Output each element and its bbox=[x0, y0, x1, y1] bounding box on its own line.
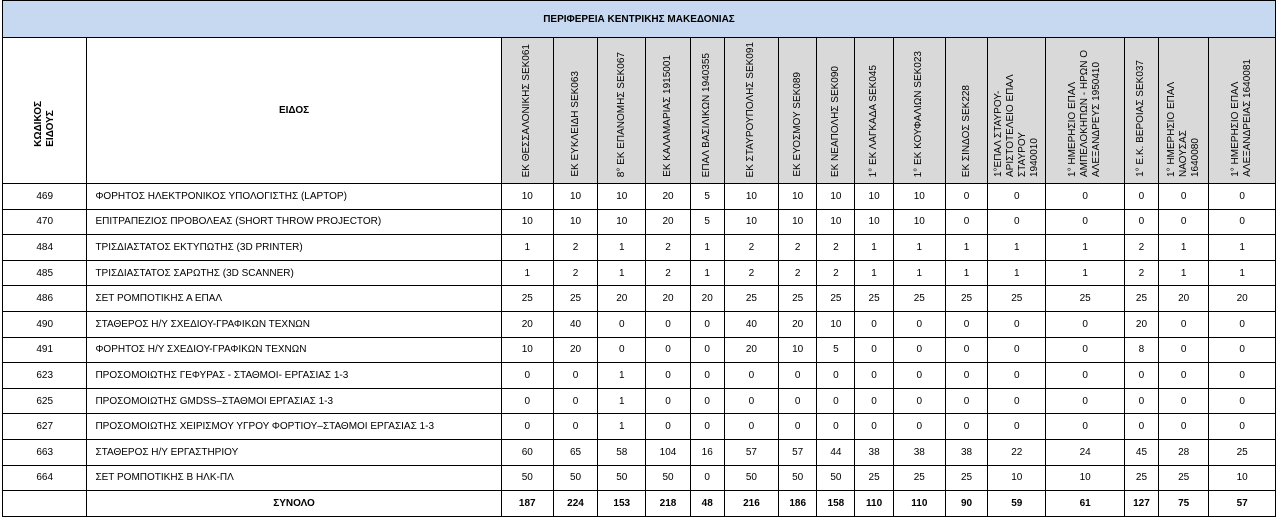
quantity-cell: 1 bbox=[598, 388, 646, 414]
quantity-cell: 0 bbox=[1209, 414, 1276, 440]
quantity-cell: 0 bbox=[1046, 414, 1124, 440]
school-column-header bbox=[1159, 38, 1209, 184]
total-cell: 90 bbox=[945, 491, 987, 517]
item-code: 485 bbox=[3, 260, 87, 286]
quantity-cell: 0 bbox=[1209, 363, 1276, 389]
quantity-cell: 25 bbox=[1046, 286, 1124, 312]
table-row bbox=[3, 439, 1276, 465]
quantity-cell: 10 bbox=[817, 311, 855, 337]
quantity-cell: 0 bbox=[855, 388, 893, 414]
table-row bbox=[3, 388, 1276, 414]
quantity-cell: 10 bbox=[893, 184, 945, 210]
quantity-cell: 1 bbox=[988, 235, 1046, 261]
quantity-cell: 0 bbox=[893, 363, 945, 389]
total-cell: 186 bbox=[779, 491, 817, 517]
quantity-cell: 0 bbox=[855, 414, 893, 440]
quantity-cell: 0 bbox=[1046, 337, 1124, 363]
quantity-cell: 0 bbox=[988, 363, 1046, 389]
quantity-cell: 1 bbox=[1209, 260, 1276, 286]
quantity-cell: 2 bbox=[646, 235, 690, 261]
quantity-cell: 25 bbox=[893, 465, 945, 491]
total-cell: 61 bbox=[1046, 491, 1124, 517]
quantity-cell: 1 bbox=[598, 260, 646, 286]
quantity-cell: 20 bbox=[553, 337, 597, 363]
quantity-cell: 0 bbox=[1209, 337, 1276, 363]
total-cell: 224 bbox=[553, 491, 597, 517]
quantity-cell: 0 bbox=[1124, 414, 1158, 440]
quantity-cell: 0 bbox=[690, 363, 724, 389]
quantity-cell: 0 bbox=[945, 388, 987, 414]
quantity-cell: 40 bbox=[724, 311, 778, 337]
quantity-cell: 10 bbox=[501, 337, 553, 363]
quantity-cell: 25 bbox=[724, 286, 778, 312]
item-code: 486 bbox=[3, 286, 87, 312]
quantity-cell: 0 bbox=[690, 465, 724, 491]
school-column-header bbox=[690, 38, 724, 184]
quantity-cell: 25 bbox=[501, 286, 553, 312]
item-code: 627 bbox=[3, 414, 87, 440]
quantity-cell: 1 bbox=[690, 260, 724, 286]
table-row bbox=[3, 465, 1276, 491]
quantity-cell: 1 bbox=[1159, 260, 1209, 286]
item-code: 484 bbox=[3, 235, 87, 261]
item-code: 623 bbox=[3, 363, 87, 389]
item-code: 490 bbox=[3, 311, 87, 337]
quantity-cell: 0 bbox=[501, 363, 553, 389]
quantity-cell: 10 bbox=[855, 184, 893, 210]
quantity-cell: 104 bbox=[646, 439, 690, 465]
total-row bbox=[3, 491, 1276, 517]
school-column-header bbox=[1046, 38, 1124, 184]
quantity-cell: 0 bbox=[1159, 337, 1209, 363]
school-column-header bbox=[1124, 38, 1158, 184]
school-name: 1° ΗΜΕΡΗΣΙΟ ΕΠΑΛ ΝΑΟΥΣΑΣ 1640080 bbox=[1165, 82, 1201, 177]
quantity-cell: 0 bbox=[646, 337, 690, 363]
quantity-cell: 10 bbox=[779, 184, 817, 210]
quantity-cell: 1 bbox=[1046, 235, 1124, 261]
quantity-cell: 0 bbox=[855, 363, 893, 389]
quantity-cell: 1 bbox=[988, 260, 1046, 286]
quantity-cell: 2 bbox=[1124, 260, 1158, 286]
quantity-cell: 0 bbox=[855, 311, 893, 337]
quantity-cell: 1 bbox=[945, 235, 987, 261]
quantity-cell: 25 bbox=[945, 286, 987, 312]
school-column-header bbox=[855, 38, 893, 184]
quantity-cell: 1 bbox=[598, 235, 646, 261]
quantity-cell: 0 bbox=[893, 414, 945, 440]
total-cell: 75 bbox=[1159, 491, 1209, 517]
quantity-cell: 0 bbox=[817, 388, 855, 414]
quantity-cell: 50 bbox=[646, 465, 690, 491]
quantity-cell: 50 bbox=[501, 465, 553, 491]
school-column-header bbox=[598, 38, 646, 184]
quantity-cell: 0 bbox=[779, 388, 817, 414]
quantity-cell: 40 bbox=[553, 311, 597, 337]
quantity-cell: 0 bbox=[1209, 209, 1276, 235]
quantity-cell: 10 bbox=[724, 184, 778, 210]
item-name: ΠΡΟΣΟΜΟΙΩΤΗΣ ΧΕΙΡΙΣΜΟΥ ΥΓΡΟΥ ΦΟΡΤΙΟΥ–ΣΤΑΘΜΟΙ ΕΡΓΑΣΙΑΣ 1-3 bbox=[87, 414, 501, 440]
table-row bbox=[3, 286, 1276, 312]
quantity-cell: 1 bbox=[945, 260, 987, 286]
quantity-cell: 0 bbox=[1046, 388, 1124, 414]
quantity-cell: 45 bbox=[1124, 439, 1158, 465]
quantity-cell: 25 bbox=[945, 465, 987, 491]
total-cell: 59 bbox=[988, 491, 1046, 517]
quantity-cell: 1 bbox=[1209, 235, 1276, 261]
quantity-cell: 2 bbox=[724, 235, 778, 261]
school-name: ΕΚ ΝΕΑΠΟΛΗΣ SEK090 bbox=[829, 65, 841, 177]
quantity-cell: 25 bbox=[1159, 465, 1209, 491]
quantity-cell: 0 bbox=[1209, 184, 1276, 210]
quantity-cell: 65 bbox=[553, 439, 597, 465]
quantity-cell: 1 bbox=[690, 235, 724, 261]
quantity-cell: 0 bbox=[598, 311, 646, 337]
school-name: ΕΚ ΘΕΣΣΑΛΟΝΙΚΗΣ SEK061 bbox=[521, 43, 533, 177]
school-name: 1°ΕΠΑΛ ΣΤΑΥΡΟΥ- ΑΡΙΣΤΟΤΕΛΕΙΟ ΕΠΑΛ ΣΤΑΥΡΟΥ 1940010 bbox=[992, 74, 1040, 177]
quantity-cell: 0 bbox=[893, 388, 945, 414]
quantity-cell: 0 bbox=[724, 414, 778, 440]
table-body bbox=[3, 184, 1276, 517]
quantity-cell: 10 bbox=[501, 209, 553, 235]
total-cell: 48 bbox=[690, 491, 724, 517]
quantity-cell: 57 bbox=[779, 439, 817, 465]
quantity-cell: 0 bbox=[817, 414, 855, 440]
total-cell: 110 bbox=[893, 491, 945, 517]
item-code: 469 bbox=[3, 184, 87, 210]
table-row bbox=[3, 337, 1276, 363]
quantity-cell: 0 bbox=[1124, 209, 1158, 235]
quantity-cell: 44 bbox=[817, 439, 855, 465]
quantity-cell: 0 bbox=[553, 414, 597, 440]
school-name: ΕΚ ΕΥΚΛΕΙΔΗ SEK063 bbox=[569, 71, 581, 177]
quantity-cell: 57 bbox=[724, 439, 778, 465]
quantity-cell: 10 bbox=[501, 184, 553, 210]
quantity-cell: 10 bbox=[598, 184, 646, 210]
quantity-cell: 0 bbox=[1124, 363, 1158, 389]
quantity-cell: 10 bbox=[724, 209, 778, 235]
quantity-cell: 0 bbox=[1046, 311, 1124, 337]
item-name: ΣΕΤ ΡΟΜΠΟΤΙΚΗΣ Α ΕΠΑΛ bbox=[87, 286, 501, 312]
quantity-cell: 5 bbox=[690, 209, 724, 235]
quantity-cell: 0 bbox=[1159, 414, 1209, 440]
school-column-header bbox=[724, 38, 778, 184]
quantity-cell: 2 bbox=[779, 235, 817, 261]
quantity-cell: 25 bbox=[779, 286, 817, 312]
table-row bbox=[3, 414, 1276, 440]
item-code: 663 bbox=[3, 439, 87, 465]
item-code: 491 bbox=[3, 337, 87, 363]
total-code-cell bbox=[3, 491, 87, 517]
quantity-cell: 20 bbox=[501, 311, 553, 337]
quantity-cell: 10 bbox=[553, 209, 597, 235]
total-cell: 110 bbox=[855, 491, 893, 517]
school-name: 1° Ε.Κ. ΒΕΡΟΙΑΣ SEK037 bbox=[1135, 60, 1147, 177]
quantity-cell: 50 bbox=[724, 465, 778, 491]
quantity-cell: 20 bbox=[646, 209, 690, 235]
quantity-cell: 20 bbox=[1124, 311, 1158, 337]
quantity-cell: 2 bbox=[646, 260, 690, 286]
quantity-cell: 25 bbox=[855, 465, 893, 491]
quantity-cell: 1 bbox=[893, 260, 945, 286]
quantity-cell: 8 bbox=[1124, 337, 1158, 363]
quantity-cell: 0 bbox=[690, 414, 724, 440]
quantity-cell: 5 bbox=[817, 337, 855, 363]
quantity-cell: 60 bbox=[501, 439, 553, 465]
item-name: ΦΟΡΗΤΟΣ Η/Υ ΣΧΕΔΙΟΥ-ΓΡΑΦΙΚΩΝ ΤΕΧΝΩΝ bbox=[87, 337, 501, 363]
quantity-cell: 20 bbox=[646, 184, 690, 210]
quantity-cell: 0 bbox=[1159, 388, 1209, 414]
quantity-cell: 25 bbox=[1124, 286, 1158, 312]
quantity-cell: 10 bbox=[779, 337, 817, 363]
quantity-cell: 1 bbox=[855, 235, 893, 261]
quantity-cell: 0 bbox=[1159, 363, 1209, 389]
quantity-cell: 1 bbox=[501, 260, 553, 286]
total-cell: 153 bbox=[598, 491, 646, 517]
school-name: ΕΠΑΛ ΒΑΣΙΛΙΚΩΝ 1940355 bbox=[701, 52, 713, 177]
quantity-cell: 0 bbox=[988, 209, 1046, 235]
school-column-header bbox=[501, 38, 553, 184]
item-name: ΦΟΡΗΤΟΣ ΗΛΕΚΤΡΟΝΙΚΟΣ ΥΠΟΛΟΓΙΣΤΗΣ (LAPTOP) bbox=[87, 184, 501, 210]
item-name: ΠΡΟΣΟΜΟΙΩΤΗΣ ΓΕΦΥΡΑΣ - ΣΤΑΘΜΟΙ- ΕΡΓΑΣΙΑΣ 1-3 bbox=[87, 363, 501, 389]
quantity-cell: 25 bbox=[553, 286, 597, 312]
quantity-cell: 2 bbox=[553, 235, 597, 261]
total-cell: 187 bbox=[501, 491, 553, 517]
quantity-cell: 25 bbox=[988, 286, 1046, 312]
quantity-cell: 38 bbox=[945, 439, 987, 465]
quantity-cell: 10 bbox=[553, 184, 597, 210]
quantity-cell: 0 bbox=[945, 209, 987, 235]
quantity-cell: 0 bbox=[724, 388, 778, 414]
item-column-header: ΕΙΔΟΣ bbox=[87, 38, 501, 184]
quantity-cell: 0 bbox=[646, 311, 690, 337]
quantity-cell: 20 bbox=[724, 337, 778, 363]
quantity-cell: 0 bbox=[690, 388, 724, 414]
item-name: ΕΠΙΤΡΑΠΕΖΙΟΣ ΠΡΟΒΟΛΕΑΣ (SHORT THROW PROJECTOR) bbox=[87, 209, 501, 235]
quantity-cell: 1 bbox=[598, 414, 646, 440]
quantity-cell: 0 bbox=[988, 311, 1046, 337]
quantity-cell: 0 bbox=[501, 414, 553, 440]
quantity-cell: 0 bbox=[779, 363, 817, 389]
quantity-cell: 25 bbox=[1124, 465, 1158, 491]
quantity-cell: 2 bbox=[817, 260, 855, 286]
quantity-cell: 1 bbox=[1046, 260, 1124, 286]
quantity-cell: 10 bbox=[598, 209, 646, 235]
quantity-cell: 0 bbox=[553, 388, 597, 414]
quantity-cell: 2 bbox=[724, 260, 778, 286]
school-column-header bbox=[779, 38, 817, 184]
quantity-cell: 0 bbox=[1209, 388, 1276, 414]
quantity-cell: 0 bbox=[988, 184, 1046, 210]
quantity-cell: 0 bbox=[724, 363, 778, 389]
quantity-cell: 10 bbox=[817, 184, 855, 210]
quantity-cell: 5 bbox=[690, 184, 724, 210]
school-name: 1° ΗΜΕΡΗΣΙΟ ΕΠΑΛ ΑΛΕΞΑΝΔΡΕΙΑΣ 1640081 bbox=[1230, 59, 1254, 177]
quantity-cell: 0 bbox=[690, 311, 724, 337]
quantity-cell: 2 bbox=[779, 260, 817, 286]
quantity-cell: 0 bbox=[646, 363, 690, 389]
region-title: ΠΕΡΙΦΕΡΕΙΑ ΚΕΝΤΡΙΚΗΣ ΜΑΚΕΔΟΝΙΑΣ bbox=[3, 1, 1276, 38]
quantity-cell: 24 bbox=[1046, 439, 1124, 465]
quantity-cell: 0 bbox=[1209, 311, 1276, 337]
quantity-cell: 2 bbox=[1124, 235, 1158, 261]
quantity-cell: 20 bbox=[1159, 286, 1209, 312]
quantity-cell: 0 bbox=[598, 337, 646, 363]
school-name: 8° ΕΚ ΕΠΑΝΟΜΗΣ SEK067 bbox=[615, 51, 627, 177]
quantity-cell: 0 bbox=[1046, 363, 1124, 389]
quantity-cell: 10 bbox=[817, 209, 855, 235]
quantity-cell: 58 bbox=[598, 439, 646, 465]
quantity-cell: 0 bbox=[1046, 209, 1124, 235]
school-name: ΕΚ ΚΑΛΑΜΑΡΙΑΣ 1915001 bbox=[662, 55, 673, 177]
school-name: 1° ΕΚ ΚΟΥΦΑΛΙΩΝ SEK023 bbox=[913, 50, 925, 177]
quantity-cell: 0 bbox=[1046, 184, 1124, 210]
quantity-cell: 0 bbox=[988, 337, 1046, 363]
quantity-cell: 16 bbox=[690, 439, 724, 465]
table-row bbox=[3, 209, 1276, 235]
item-code: 664 bbox=[3, 465, 87, 491]
total-cell: 57 bbox=[1209, 491, 1276, 517]
quantity-cell: 50 bbox=[779, 465, 817, 491]
total-cell: 216 bbox=[724, 491, 778, 517]
quantity-cell: 0 bbox=[893, 337, 945, 363]
quantity-cell: 20 bbox=[690, 286, 724, 312]
quantity-cell: 0 bbox=[988, 414, 1046, 440]
quantity-cell: 2 bbox=[817, 235, 855, 261]
item-name: ΣΕΤ ΡΟΜΠΟΤΙΚΗΣ Β ΗΛΚ-ΠΛ bbox=[87, 465, 501, 491]
quantity-cell: 0 bbox=[779, 414, 817, 440]
quantity-cell: 50 bbox=[817, 465, 855, 491]
quantity-cell: 20 bbox=[1209, 286, 1276, 312]
quantity-cell: 20 bbox=[598, 286, 646, 312]
quantity-cell: 22 bbox=[988, 439, 1046, 465]
school-name: ΕΚ ΣΙΝΔΟΣ SEK228 bbox=[960, 84, 972, 177]
quantity-cell: 50 bbox=[553, 465, 597, 491]
total-cell: 218 bbox=[646, 491, 690, 517]
school-column-header bbox=[988, 38, 1046, 184]
quantity-cell: 0 bbox=[646, 414, 690, 440]
school-column-header bbox=[646, 38, 690, 184]
item-name: ΤΡΙΣΔΙΑΣΤΑΤΟΣ ΕΚΤΥΠΩΤΗΣ (3D PRINTER) bbox=[87, 235, 501, 261]
quantity-cell: 10 bbox=[893, 209, 945, 235]
quantity-cell: 0 bbox=[893, 311, 945, 337]
item-name: ΣΤΑΘΕΡΟΣ Η/Υ ΕΡΓΑΣΤΗΡΙΟΥ bbox=[87, 439, 501, 465]
school-name: ΕΚ ΕΥΟΣΜΟΥ SEK089 bbox=[791, 72, 803, 177]
item-name: ΤΡΙΣΔΙΑΣΤΑΤΟΣ ΣΑΡΩΤΗΣ (3D SCANNER) bbox=[87, 260, 501, 286]
quantity-cell: 50 bbox=[598, 465, 646, 491]
table-row bbox=[3, 311, 1276, 337]
quantity-cell: 10 bbox=[988, 465, 1046, 491]
school-name: 1° ΗΜΕΡΗΣΙΟ ΕΠΑΛ ΑΜΠΕΛΟΚΗΠΩΝ - ΗΡΩΝ Ο ΑΛΕΞΑΝΔΡΕΥΣ 1950410 bbox=[1067, 50, 1103, 177]
quantity-cell: 10 bbox=[1046, 465, 1124, 491]
code-header-label: ΚΩΔΙΚΟΣ ΕΙΔΟΥΣ bbox=[32, 101, 56, 147]
total-label: ΣΥΝΟΛΟ bbox=[87, 491, 501, 517]
quantity-cell: 10 bbox=[855, 209, 893, 235]
quantity-cell: 0 bbox=[1159, 311, 1209, 337]
quantity-cell: 0 bbox=[817, 363, 855, 389]
quantity-cell: 0 bbox=[1124, 184, 1158, 210]
school-column-header bbox=[553, 38, 597, 184]
table-row bbox=[3, 184, 1276, 210]
quantity-cell: 0 bbox=[945, 311, 987, 337]
school-name: 1° ΕΚ ΛΑΓΚΑΔΑ SEK045 bbox=[868, 64, 880, 177]
quantity-cell: 28 bbox=[1159, 439, 1209, 465]
quantity-cell: 0 bbox=[945, 363, 987, 389]
table-row bbox=[3, 260, 1276, 286]
quantity-cell: 25 bbox=[817, 286, 855, 312]
school-column-header bbox=[817, 38, 855, 184]
quantity-cell: 0 bbox=[945, 414, 987, 440]
quantity-cell: 25 bbox=[1209, 439, 1276, 465]
item-code: 625 bbox=[3, 388, 87, 414]
quantity-cell: 0 bbox=[646, 388, 690, 414]
quantity-cell: 1 bbox=[855, 260, 893, 286]
table-row bbox=[3, 363, 1276, 389]
school-column-header bbox=[945, 38, 987, 184]
quantity-cell: 0 bbox=[988, 388, 1046, 414]
quantity-cell: 10 bbox=[1209, 465, 1276, 491]
item-name: ΠΡΟΣΟΜΟΙΩΤΗΣ GMDSS–ΣΤΑΘΜΟΙ ΕΡΓΑΣΙΑΣ 1-3 bbox=[87, 388, 501, 414]
school-column-header bbox=[893, 38, 945, 184]
quantity-cell: 0 bbox=[855, 337, 893, 363]
school-name: ΕΚ ΣΤΑΥΡΟΥΠΟΛΗΣ SEK091 bbox=[745, 41, 757, 177]
item-name: ΣΤΑΘΕΡΟΣ Η/Υ ΣΧΕΔΙΟΥ-ΓΡΑΦΙΚΩΝ ΤΕΧΝΩΝ bbox=[87, 311, 501, 337]
quantity-cell: 0 bbox=[553, 363, 597, 389]
quantity-cell: 0 bbox=[945, 184, 987, 210]
quantity-cell: 1 bbox=[1159, 235, 1209, 261]
quantity-cell: 0 bbox=[690, 337, 724, 363]
quantity-cell: 10 bbox=[779, 209, 817, 235]
quantity-cell: 25 bbox=[855, 286, 893, 312]
quantity-cell: 38 bbox=[893, 439, 945, 465]
quantity-cell: 2 bbox=[553, 260, 597, 286]
quantity-cell: 25 bbox=[893, 286, 945, 312]
quantity-cell: 20 bbox=[779, 311, 817, 337]
quantity-cell: 0 bbox=[1159, 209, 1209, 235]
code-column-header bbox=[3, 38, 87, 184]
equipment-table bbox=[2, 0, 1276, 517]
total-cell: 127 bbox=[1124, 491, 1158, 517]
table-row bbox=[3, 235, 1276, 261]
item-code: 470 bbox=[3, 209, 87, 235]
quantity-cell: 0 bbox=[1159, 184, 1209, 210]
quantity-cell: 1 bbox=[893, 235, 945, 261]
quantity-cell: 38 bbox=[855, 439, 893, 465]
quantity-cell: 1 bbox=[598, 363, 646, 389]
quantity-cell: 0 bbox=[945, 337, 987, 363]
quantity-cell: 1 bbox=[501, 235, 553, 261]
quantity-cell: 0 bbox=[501, 388, 553, 414]
quantity-cell: 0 bbox=[1124, 388, 1158, 414]
total-cell: 158 bbox=[817, 491, 855, 517]
quantity-cell: 20 bbox=[646, 286, 690, 312]
school-column-header bbox=[1209, 38, 1276, 184]
